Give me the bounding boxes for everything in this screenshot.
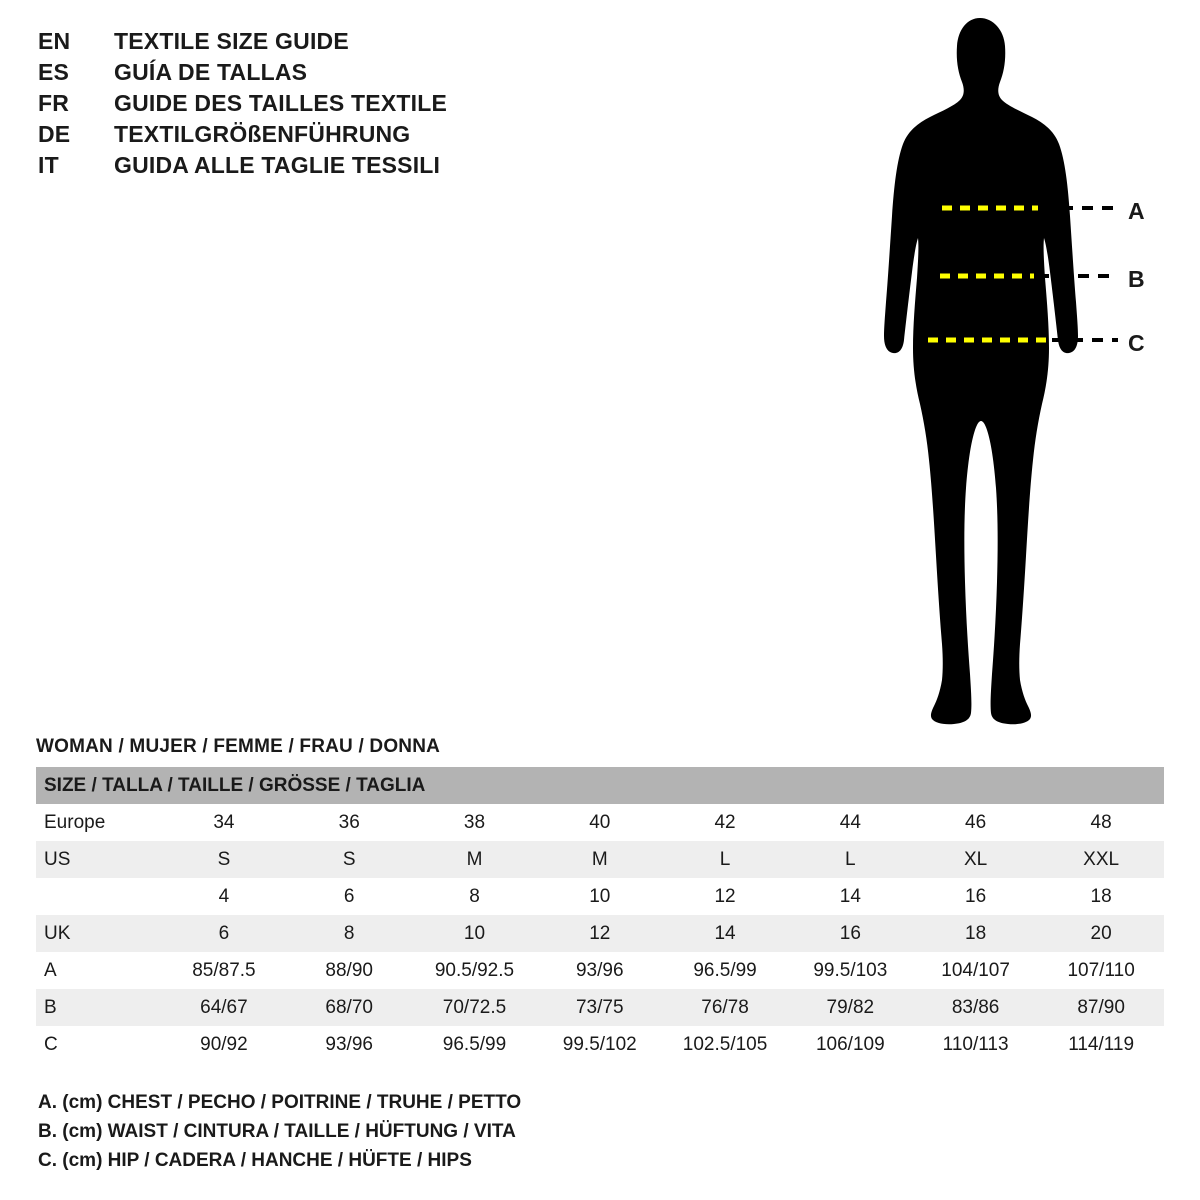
table-cell: 93/96 <box>575 959 624 981</box>
table-cell: 107/110 <box>1067 959 1135 981</box>
table-cell: L <box>845 848 856 870</box>
language-row <box>38 121 598 152</box>
table-cell: 110/113 <box>942 1033 1009 1055</box>
measurement-figure <box>830 10 1190 750</box>
size-table-block <box>36 736 1164 1063</box>
language-title: TEXTILE SIZE GUIDE <box>114 28 349 54</box>
table-cell: 14 <box>714 922 736 944</box>
table-cell: 99.5/103 <box>813 959 888 981</box>
table-cell: 8 <box>343 922 355 944</box>
table-cell: S <box>342 848 356 870</box>
table-cell: 18 <box>1090 885 1112 907</box>
table-cell: 64/67 <box>200 996 248 1018</box>
legend-item-c: C. (cm) HIP / CADERA / HANCHE / HÜFTE / HIPS <box>38 1150 472 1171</box>
measurement-legend <box>38 1088 938 1175</box>
table-cell: 16 <box>965 885 987 907</box>
language-title: GUIDA ALLE TAGLIE TESSILI <box>114 152 441 178</box>
language-code: ES <box>38 59 70 85</box>
female-silhouette-icon <box>830 10 1190 750</box>
table-cell: 16 <box>839 922 861 944</box>
table-cell: 34 <box>213 811 235 833</box>
table-row <box>36 989 1164 1026</box>
table-cell: 12 <box>589 922 611 944</box>
language-code: FR <box>38 90 70 116</box>
table-cell: 90.5/92.5 <box>434 959 515 981</box>
table-row <box>36 1026 1164 1063</box>
table-cell: 10 <box>463 922 486 944</box>
legend-item-b: B. (cm) WAIST / CINTURA / TAILLE / HÜFTUNG / VITA <box>38 1121 516 1142</box>
table-cell: 76/78 <box>701 996 749 1018</box>
language-code: EN <box>38 28 71 54</box>
language-row <box>38 59 598 90</box>
table-cell: 68/70 <box>325 996 373 1018</box>
table-cell: 87/90 <box>1077 996 1125 1018</box>
language-code: IT <box>38 152 59 178</box>
row-label: US <box>44 848 71 870</box>
table-cell: 90/92 <box>200 1033 248 1055</box>
table-cell: 14 <box>839 885 861 907</box>
table-group-title: WOMAN / MUJER / FEMME / FRAU / DONNA <box>36 736 441 757</box>
table-cell: 44 <box>839 811 861 833</box>
row-label: A <box>44 959 57 981</box>
table-cell: 48 <box>1090 811 1112 833</box>
table-row <box>36 878 1164 915</box>
table-cell: 93/96 <box>325 1033 373 1055</box>
table-cell: 6 <box>218 922 230 944</box>
row-label: Europe <box>44 811 106 833</box>
row-label <box>36 878 161 915</box>
table-cell: 96.5/99 <box>693 959 757 981</box>
table-cell: 40 <box>589 811 611 833</box>
table-cell: M <box>466 848 483 870</box>
table-cell: 73/75 <box>575 996 624 1018</box>
table-cell: L <box>719 848 731 870</box>
table-cell: S <box>217 848 231 870</box>
measure-label-b: B <box>1128 266 1145 292</box>
size-table <box>36 767 1164 1063</box>
table-cell: 12 <box>714 885 736 907</box>
table-cell: 102.5/105 <box>682 1033 768 1055</box>
table-header-row <box>36 767 1164 804</box>
legend-item-a: A. (cm) CHEST / PECHO / POITRINE / TRUHE / PETTO <box>38 1092 522 1113</box>
language-code: DE <box>38 121 71 147</box>
measure-label-a: A <box>1128 198 1145 224</box>
table-cell: 38 <box>463 811 486 833</box>
table-cell: 88/90 <box>325 959 373 981</box>
table-cell: 104/107 <box>941 959 1010 981</box>
table-cell: 10 <box>589 885 611 907</box>
table-row <box>36 915 1164 952</box>
language-title: GUIDE DES TAILLES TEXTILE <box>114 90 447 116</box>
table-cell: M <box>591 848 608 870</box>
table-cell: 36 <box>338 811 360 833</box>
language-row <box>38 28 598 59</box>
table-cell: 4 <box>218 885 230 907</box>
table-row <box>36 952 1164 989</box>
table-cell: 99.5/102 <box>562 1033 637 1055</box>
table-cell: 96.5/99 <box>442 1033 507 1055</box>
table-cell: XL <box>963 848 988 870</box>
table-cell: XXL <box>1083 848 1120 870</box>
row-label: B <box>44 996 57 1018</box>
table-cell: 79/82 <box>826 996 875 1018</box>
language-title: TEXTILGRÖßENFÜHRUNG <box>114 121 411 147</box>
table-cell: 70/72.5 <box>442 996 507 1018</box>
table-row <box>36 841 1164 878</box>
table-header-label: SIZE / TALLA / TAILLE / GRÖSSE / TAGLIA <box>44 774 426 796</box>
table-cell: 114/119 <box>1068 1033 1135 1055</box>
row-label: C <box>44 1033 58 1055</box>
table-row <box>36 804 1164 841</box>
table-cell: 6 <box>343 885 355 907</box>
table-cell: 106/109 <box>815 1033 885 1055</box>
language-row <box>38 152 598 183</box>
language-title: GUÍA DE TALLAS <box>114 59 308 85</box>
table-cell: 83/86 <box>951 996 1000 1018</box>
language-title-list <box>38 28 598 183</box>
table-cell: 85/87.5 <box>192 959 256 981</box>
language-row <box>38 90 598 121</box>
table-cell: 20 <box>1090 922 1112 944</box>
measure-label-c: C <box>1128 330 1145 356</box>
row-label: UK <box>44 922 71 944</box>
table-cell: 46 <box>965 811 987 833</box>
table-cell: 18 <box>965 922 987 944</box>
table-cell: 8 <box>469 885 480 907</box>
table-cell: 42 <box>714 811 736 833</box>
